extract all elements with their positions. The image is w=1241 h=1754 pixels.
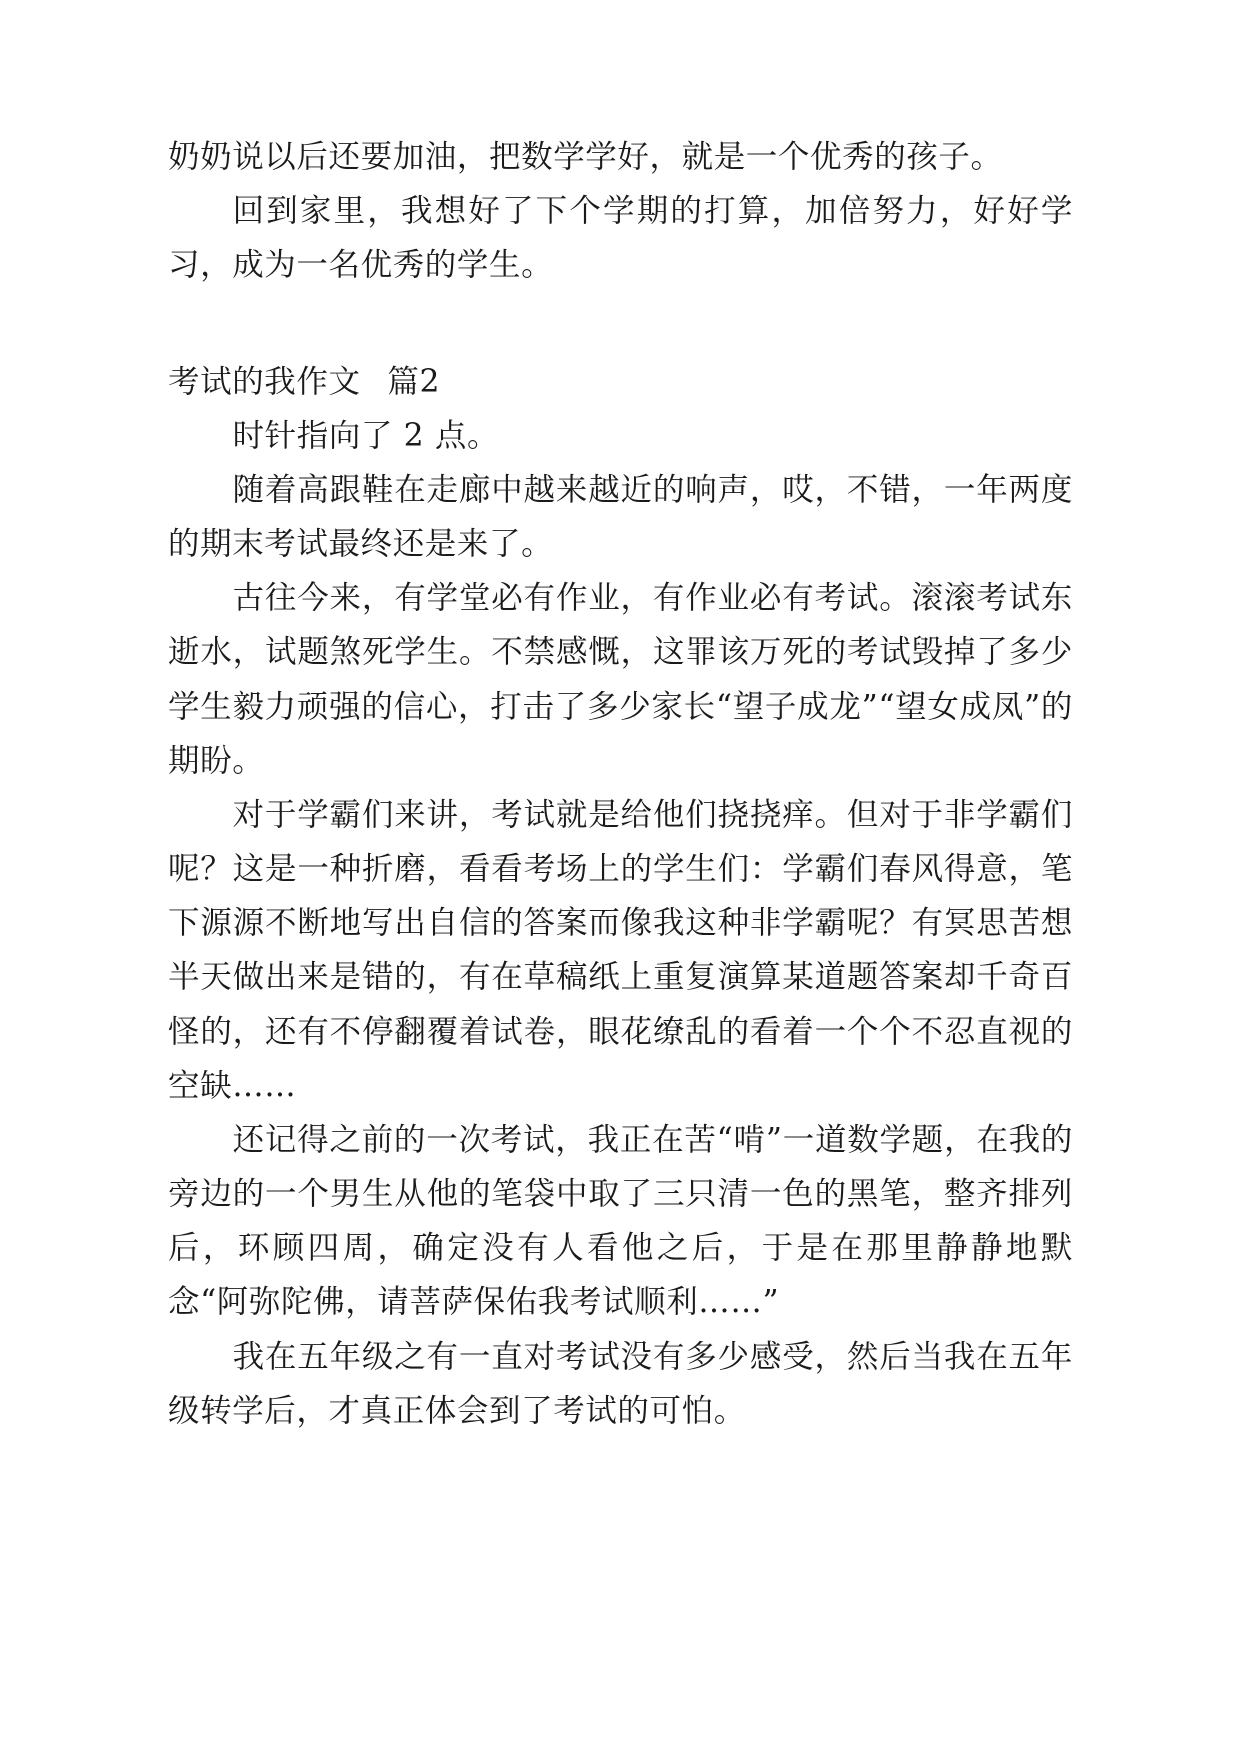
paragraph: 还记得之前的一次考试，我正在苦“啃”一道数学题，在我的旁边的一个男生从他的笔袋中取了三只清一色的黑笔，整齐排列后，环顾四周，确定没有人看他之后，于是在那里静静地默念“阿弥陀佛，请菩萨保佑我考试顺利……” bbox=[168, 1121, 1073, 1321]
section-spacer bbox=[168, 293, 1073, 355]
paragraph: 古往今来，有学堂必有作业，有作业必有考试。滚滚考试东逝水，试题煞死学生。不禁感慨，这罪该万死的考试毁掉了多少学生毅力顽强的信心，打击了多少家长“望子成龙”“望女成凤”的期盼。 bbox=[168, 580, 1073, 779]
paragraph: 回到家里，我想好了下个学期的打算，加倍努力，好好学习，成为一名优秀的学生。 bbox=[168, 193, 1073, 284]
document-body bbox=[168, 130, 1073, 1438]
paragraph: 对于学霸们来讲，考试就是给他们挠挠痒。但对于非学霸们呢？这是一种折磨，看看考场上的学生们：学霸们春风得意，笔下源源不断地写出自信的答案而像我这种非学霸呢？有冥思苦想半天做出来是错的，有在草稿纸上重复演算某道题答案却千奇百怪的，还有不停翻覆着试卷，眼花缭乱的看着一个个不忍直视的空缺…… bbox=[168, 796, 1073, 1104]
paragraph: 时针指向了 2 点。 bbox=[232, 417, 500, 454]
section-heading-number: 篇2 bbox=[387, 363, 441, 400]
paragraph: 我在五年级之有一直对考试没有多少感受，然后当我在五年级转学后，才真正体会到了考试的可怕。 bbox=[168, 1338, 1073, 1429]
section-heading bbox=[168, 355, 1073, 409]
paragraph: 奶奶说以后还要加油，把数学学好，就是一个优秀的孩子。 bbox=[168, 139, 1003, 175]
section-heading-title: 考试的我作文 bbox=[168, 363, 361, 400]
paragraph: 随着高跟鞋在走廊中越来越近的响声，哎，不错，一年两度的期末考试最终还是来了。 bbox=[168, 471, 1073, 563]
